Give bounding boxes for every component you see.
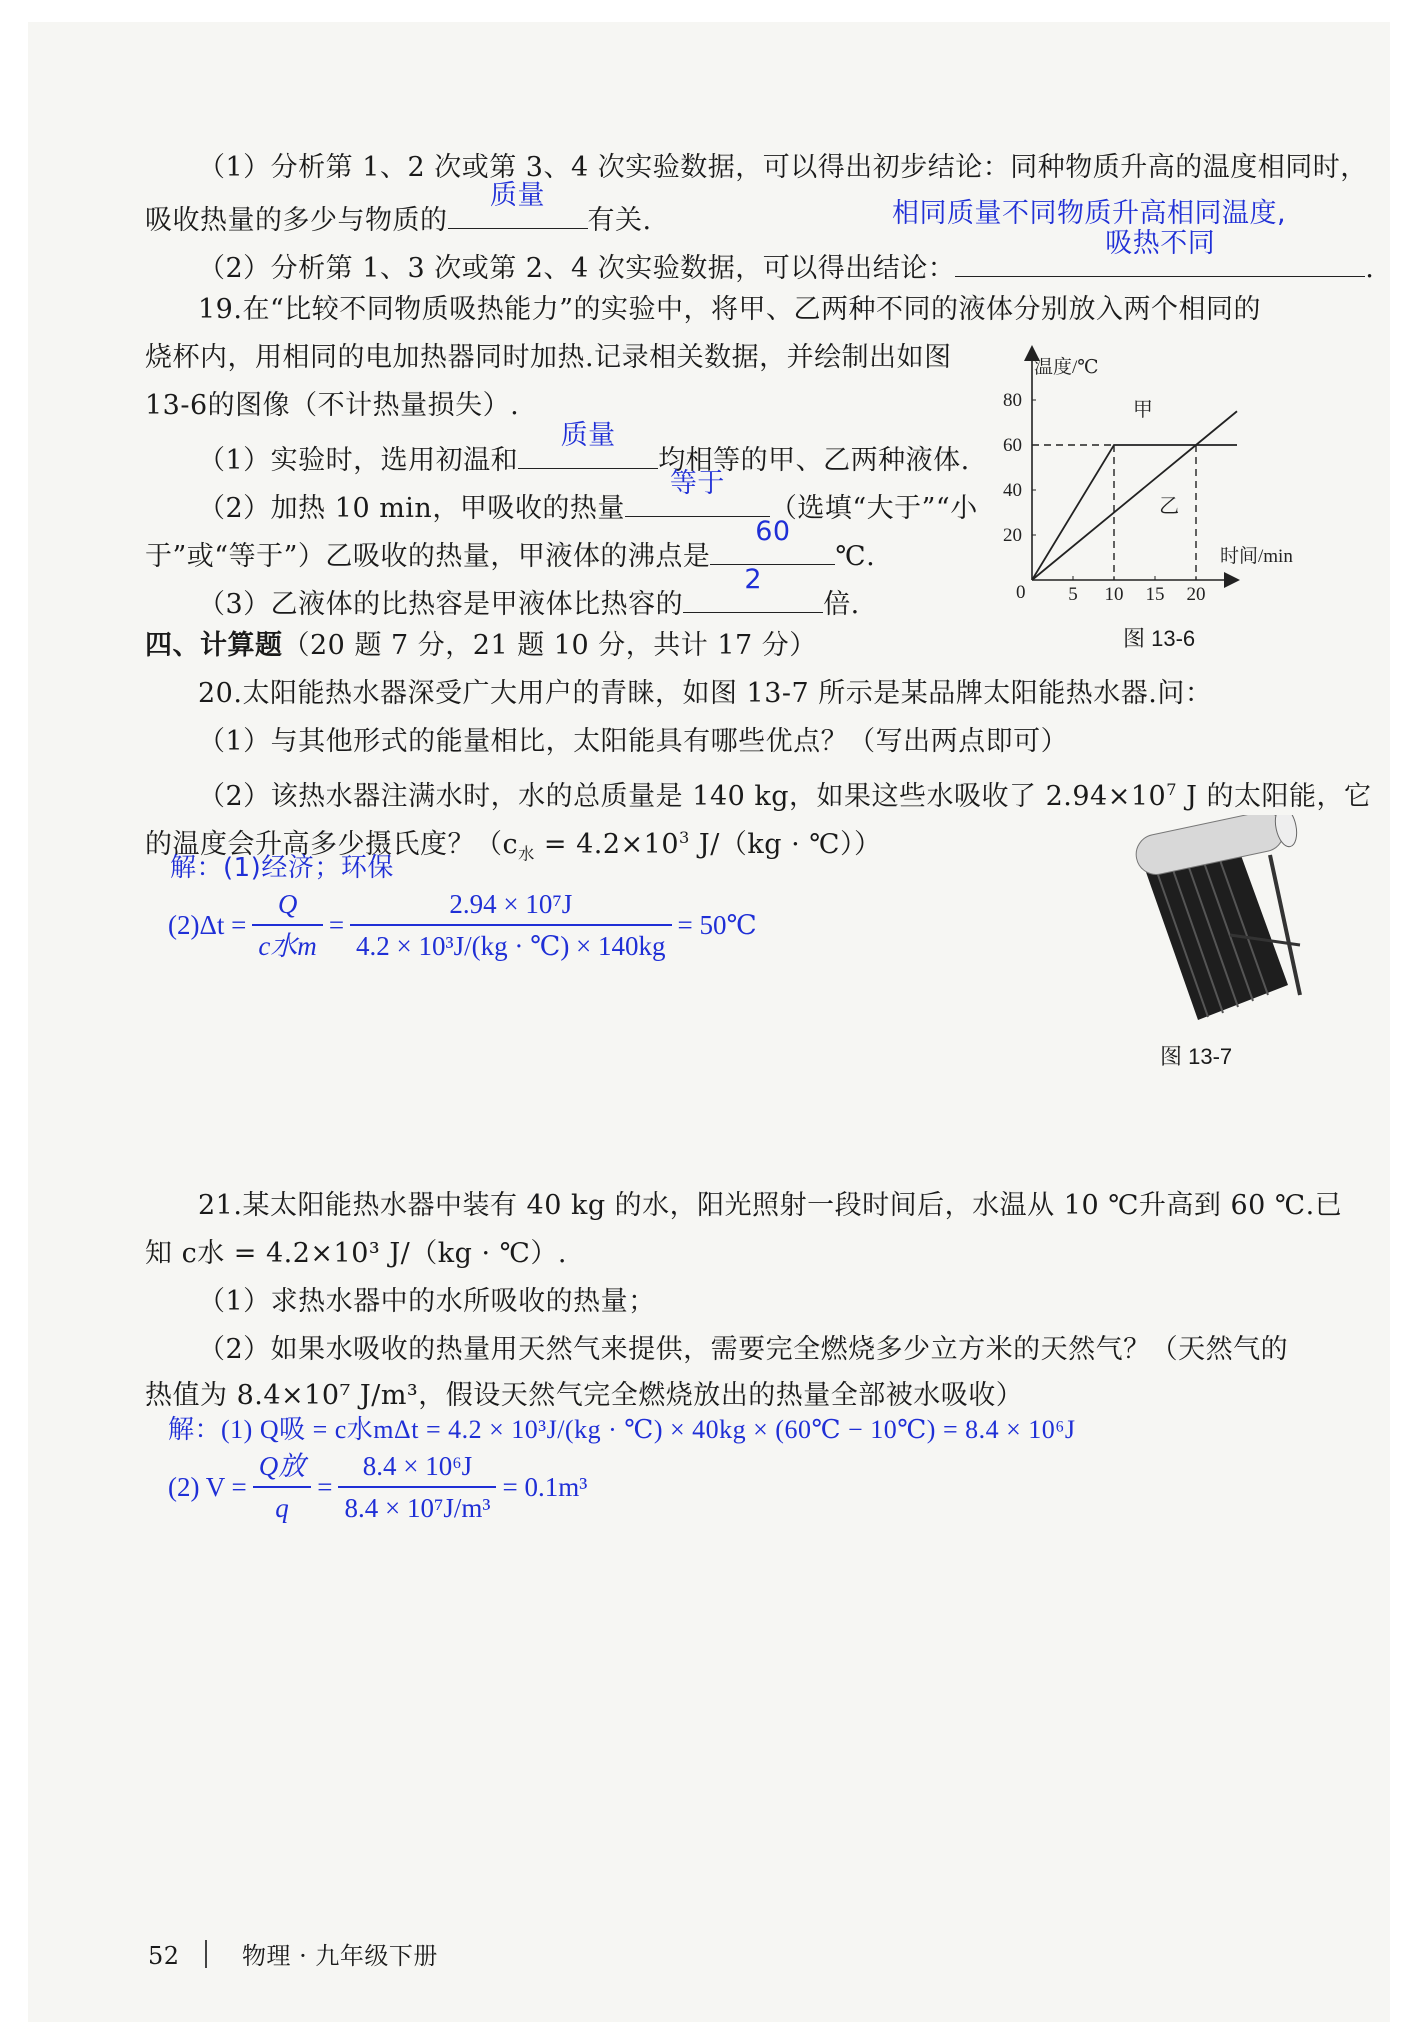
series-label-yi: 乙 [1159, 495, 1180, 518]
q18-blank-2[interactable]: 吸热不同 [955, 244, 1365, 277]
y-tick-label: 80 [1003, 390, 1022, 411]
section-4-heading: 四、计算题（20 题 7 分，21 题 10 分，共计 17 分） [145, 630, 817, 661]
origin-label: 0 [1016, 582, 1026, 603]
q21-stem-line1: 21.某太阳能热水器中装有 40 kg 的水，阳光照射一段时间后，水温从 10 ℃升高到 60 ℃.已 [198, 1190, 1343, 1221]
q21-part2-line2: 热值为 8.4×10⁷ J/m³，假设天然气完全燃烧放出的热量全部被水吸收） [145, 1380, 1024, 1411]
q20-part2-line1: （2）该热水器注满水时，水的总质量是 140 kg，如果这些水吸收了 $2.94\times 10^7$ J 的太阳能，它 [198, 780, 1372, 812]
q19-sub1: （1）实验时，选用初温和 质量 均相等的甲、乙两种液体. [198, 420, 970, 476]
q20-stem: 20.太阳能热水器深受广大用户的青睐，如图 13-7 所示是某品牌太阳能热水器.问： [198, 678, 1213, 709]
y-tick-label: 60 [1003, 435, 1022, 456]
series-label-jia: 甲 [1132, 398, 1153, 421]
q19-stem-line1: 19.在“比较不同物质吸热能力”的实验中，将甲、乙两种不同的液体分别放入两个相同的 [198, 294, 1262, 325]
q18-part1-line1: （1）分析第 1、2 次或第 3、4 次实验数据，可以得出初步结论：同种物质升高的温度相同时， [198, 152, 1368, 183]
q19-blank-4[interactable]: 2 [683, 580, 823, 613]
q19-sub3: （3）乙液体的比热容是甲液体比热容的 2 倍. [198, 564, 860, 620]
q19-stem-line2: 烧杯内，用相同的电加热器同时加热.记录相关数据，并绘制出如图 [145, 342, 952, 373]
y-tick-label: 40 [1003, 480, 1022, 501]
temperature-time-chart [990, 345, 1330, 615]
x-tick-label: 10 [1104, 584, 1124, 605]
q19-stem-line3: 13-6的图像（不计热量损失）. [145, 390, 520, 421]
q20-solution-1: 解：(1)经济；环保 [170, 853, 394, 883]
q21-solution-1: 解：(1) Q吸 = c水mΔt = 4.2 × 10³J/(kg · ℃) × 40kg × (60℃ − 10℃) = 8.4 × 10⁶J [168, 1415, 1076, 1444]
q20-part2-line2: 的温度会升高多少摄氏度？（$c_水 = 4.2\times 10^3$ J/（kg · ℃）） [145, 828, 882, 864]
series-line-jia [1032, 445, 1237, 580]
q18-part1-line2: 吸收热量的多少与物质的 质量 有关. [145, 180, 652, 236]
q19-sub2-line1: （2）加热 10 min，甲吸收的热量 等于 （选填“大于”“小 [198, 468, 978, 524]
q18-handwritten-answer: 相同质量不同物质升高相同温度, [892, 198, 1287, 229]
series-line-yi [1032, 411, 1237, 580]
y-tick-label: 20 [1003, 525, 1022, 546]
x-tick-label: 20 [1186, 584, 1206, 605]
q19-sub2-line2: 于”或“等于”）乙吸收的热量，甲液体的沸点是 60 ℃. [145, 516, 876, 572]
x-axis-label: 时间/min [1220, 546, 1293, 567]
q21-solution-2: (2) V = $\frac{\text{Q放}}{q}$ = $\frac{\text{8.4 × 10⁶J}}{\text{8.4 × 10⁷J/m³}}$ = 0.1m³ [168, 1451, 588, 1523]
figure-13-6-caption: 图 13-6 [1123, 626, 1196, 651]
q20-solution-2: (2)Δt = $\frac{Q}{\text{c水m}}$ = $\frac{\text{2.94 × 10⁷J}}{\text{4.2 × 10³J/(kg · ℃) × 140kg}}$ = 50℃ [168, 889, 757, 961]
x-tick-label: 5 [1068, 584, 1078, 605]
q19-blank-2[interactable]: 等于 [625, 484, 770, 517]
q18-blank-1[interactable]: 质量 [448, 196, 588, 229]
y-axis-label: 温度/℃ [1034, 357, 1099, 378]
x-tick-label: 15 [1145, 584, 1165, 605]
q20-part1: （1）与其他形式的能量相比，太阳能具有哪些优点？（写出两点即可） [198, 726, 1069, 757]
footer-divider [205, 1940, 207, 1968]
solar-water-heater-image [1110, 815, 1310, 1025]
q21-part1: （1）求热水器中的水所吸收的热量； [198, 1286, 656, 1317]
q21-stem-line2: 知 c水 = 4.2×10³ J/（kg · ℃）. [145, 1238, 567, 1269]
q19-blank-1[interactable]: 质量 [518, 436, 658, 469]
q21-part2-line1: （2）如果水吸收的热量用天然气来提供，需要完全燃烧多少立方米的天然气？（天然气的 [198, 1334, 1289, 1365]
q19-blank-3[interactable]: 60 [710, 532, 835, 565]
page-number: 52 [148, 1942, 180, 1970]
figure-13-7-caption: 图 13-7 [1160, 1044, 1233, 1069]
q18-part2-line: （2）分析第 1、3 次或第 2、4 次实验数据，可以得出结论： 吸热不同 . [198, 228, 1375, 284]
footer-title: 物理 · 九年级下册 [242, 1942, 438, 1970]
